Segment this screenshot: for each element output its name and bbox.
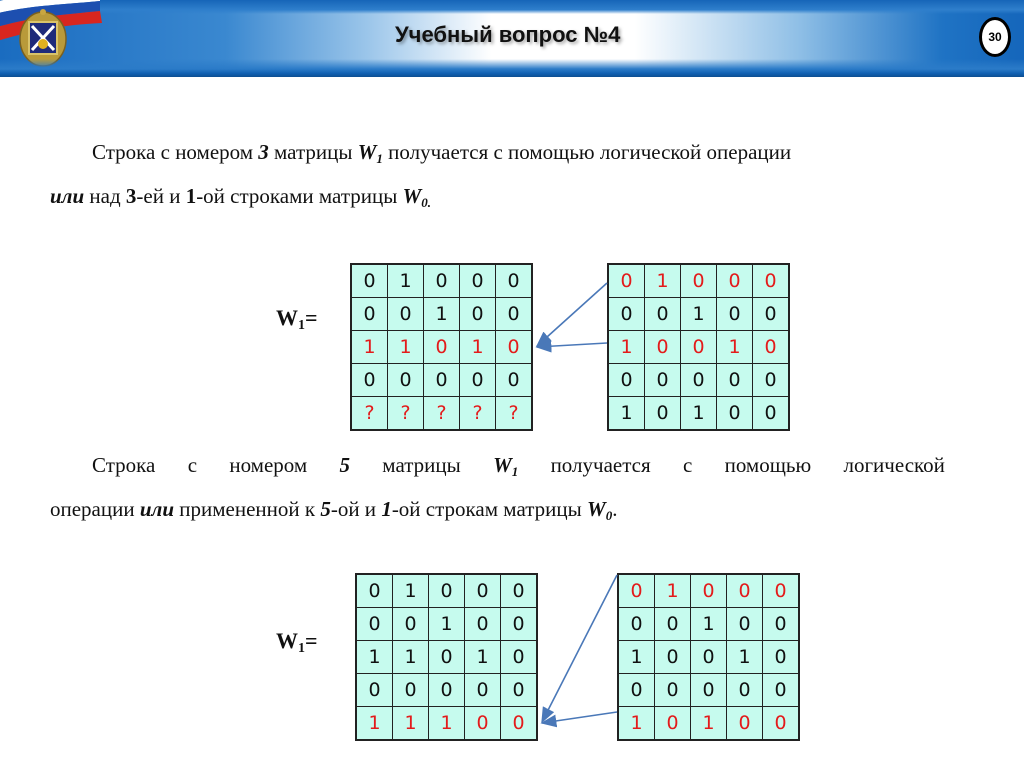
matrix-cell: 0 <box>351 264 388 298</box>
matrix-cell: 0 <box>465 707 501 741</box>
w1-label-2: $W_1=$ <box>276 628 318 656</box>
matrix-cell: 0 <box>763 574 800 608</box>
matrix-cell: 0 <box>645 331 681 364</box>
matrix-row <box>608 364 789 397</box>
matrix-cell: 0 <box>681 331 717 364</box>
matrix-cell: 1 <box>608 397 645 431</box>
slide-title: Учебный вопрос №4 <box>395 22 621 47</box>
matrix-row <box>351 364 532 397</box>
matrix-cell: 0 <box>763 641 800 674</box>
matrix-cell: 0 <box>424 264 460 298</box>
matrix-cell: ? <box>460 397 496 431</box>
matrix-cell: 0 <box>727 608 763 641</box>
matrix-cell: 1 <box>429 608 465 641</box>
matrix-cell: ? <box>388 397 424 431</box>
matrix-cell: 0 <box>501 707 538 741</box>
matrix-cell: 0 <box>424 364 460 397</box>
matrix-cell: 0 <box>501 674 538 707</box>
matrix-cell: ? <box>496 397 533 431</box>
w1-label-1: $W_1=$ <box>276 305 318 333</box>
matrix-cell: 0 <box>501 574 538 608</box>
matrix-cell: 0 <box>356 674 393 707</box>
matrix-cell: 0 <box>351 298 388 331</box>
matrix-cell: 0 <box>691 674 727 707</box>
matrix-row <box>618 674 799 707</box>
matrix-cell: 0 <box>424 331 460 364</box>
matrix-cell: 0 <box>393 674 429 707</box>
matrix-cell: 0 <box>717 298 753 331</box>
matrix-cell: 1 <box>388 264 424 298</box>
matrix-cell: 0 <box>356 574 393 608</box>
matrix-cell: 1 <box>655 574 691 608</box>
matrix-cell: 1 <box>424 298 460 331</box>
matrix-cell: 0 <box>681 264 717 298</box>
matrix-cell: 0 <box>608 264 645 298</box>
arrow-row3-to-row3-top <box>537 343 607 347</box>
matrix-cell: 0 <box>429 574 465 608</box>
matrix-cell: 0 <box>753 397 790 431</box>
matrix-cell: 0 <box>727 674 763 707</box>
matrix-cell: 0 <box>655 707 691 741</box>
matrix-row <box>351 397 532 431</box>
matrix-cell: 0 <box>608 364 645 397</box>
matrix-cell: 0 <box>645 364 681 397</box>
matrix-row <box>351 298 532 331</box>
matrix-cell: 0 <box>717 264 753 298</box>
matrix-row <box>356 707 537 741</box>
matrix-cell: 0 <box>618 674 655 707</box>
matrix-cell: 0 <box>460 264 496 298</box>
matrix-cell: 0 <box>388 364 424 397</box>
matrix-cell: 0 <box>691 574 727 608</box>
matrix-cell: 0 <box>655 674 691 707</box>
matrix-cell: 1 <box>618 707 655 741</box>
paragraph-1 <box>50 130 965 218</box>
matrix-cell: 0 <box>429 641 465 674</box>
matrix-cell: 0 <box>351 364 388 397</box>
arrow-row5-to-row5-bottom <box>542 712 617 723</box>
matrix-cell: 0 <box>717 364 753 397</box>
matrix-cell: 0 <box>753 364 790 397</box>
matrix-cell: 0 <box>501 608 538 641</box>
matrix-cell: 1 <box>727 641 763 674</box>
paragraph-1-line-2: или над 3-ей и 1-ой строками матрицы $W_{0.}$ <box>50 184 432 210</box>
matrix-cell: 0 <box>465 674 501 707</box>
matrix-row <box>356 574 537 608</box>
matrix-cell: 0 <box>763 707 800 741</box>
matrix-cell: 0 <box>496 331 533 364</box>
matrix-cell: 0 <box>618 574 655 608</box>
matrix-cell: 1 <box>429 707 465 741</box>
paragraph-2-line-2: операции или примененной к 5-ой и 1-ой строкам матрицы $W_0$. <box>50 497 618 523</box>
matrix-cell: 0 <box>645 298 681 331</box>
matrix-cell: 0 <box>655 641 691 674</box>
matrix-row <box>356 641 537 674</box>
matrix-cell: 0 <box>496 264 533 298</box>
matrix-cell: 1 <box>691 707 727 741</box>
matrix-cell: 0 <box>763 608 800 641</box>
matrix-cell: 1 <box>388 331 424 364</box>
matrix-w0-top <box>607 263 790 431</box>
matrix-cell: 0 <box>465 574 501 608</box>
matrix-cell: ? <box>351 397 388 431</box>
matrix-cell: 1 <box>393 574 429 608</box>
matrix-row <box>356 674 537 707</box>
matrix-cell: 0 <box>460 364 496 397</box>
matrix-cell: 0 <box>618 608 655 641</box>
matrix-cell: 0 <box>608 298 645 331</box>
matrix-cell: 0 <box>460 298 496 331</box>
matrix-row <box>351 264 532 298</box>
matrix-cell: 1 <box>356 707 393 741</box>
matrix-row <box>618 641 799 674</box>
matrix-cell: 0 <box>356 608 393 641</box>
matrix-row <box>356 608 537 641</box>
matrix-cell: 0 <box>727 574 763 608</box>
matrix-cell: 1 <box>691 608 727 641</box>
matrix-cell: 1 <box>460 331 496 364</box>
matrix-row <box>618 707 799 741</box>
matrix-cell: 0 <box>717 397 753 431</box>
matrix-cell: 0 <box>763 674 800 707</box>
matrix-cell: 1 <box>608 331 645 364</box>
matrix-cell: 1 <box>618 641 655 674</box>
matrix-row <box>608 298 789 331</box>
matrix-cell: 1 <box>645 264 681 298</box>
matrix-w1-top <box>350 263 533 431</box>
matrix-cell: 0 <box>496 364 533 397</box>
matrix-cell: 0 <box>429 674 465 707</box>
matrix-cell: 0 <box>496 298 533 331</box>
matrix-cell: 0 <box>465 608 501 641</box>
matrix-cell: 0 <box>655 608 691 641</box>
matrix-cell: 1 <box>393 641 429 674</box>
matrix-cell: 1 <box>681 397 717 431</box>
matrix-row <box>618 608 799 641</box>
paragraph-1-line-1: Строка с номером 3 матрицы $W_1$ получается с помощью логической операции <box>92 140 792 166</box>
matrix-cell: 1 <box>465 641 501 674</box>
paragraph-2-line-1: Строка с номером 5 матрицы $W_1$ получается с помощью логической <box>92 453 945 479</box>
matrix-cell: 1 <box>717 331 753 364</box>
matrix-cell: 1 <box>681 298 717 331</box>
matrix-cell: 0 <box>753 264 790 298</box>
arrow-row1-to-row3-top <box>537 283 607 346</box>
matrix-row <box>618 574 799 608</box>
matrix-row <box>608 264 789 298</box>
matrix-w0-bottom <box>617 573 800 741</box>
matrix-cell: 0 <box>691 641 727 674</box>
matrix-cell: 0 <box>753 298 790 331</box>
matrix-row <box>608 397 789 431</box>
matrix-cell: ? <box>424 397 460 431</box>
emblem-icon <box>18 6 68 68</box>
matrix-cell: 0 <box>501 641 538 674</box>
matrix-cell: 0 <box>388 298 424 331</box>
matrix-cell: 1 <box>351 331 388 364</box>
header-divider <box>0 74 1024 77</box>
matrix-cell: 1 <box>393 707 429 741</box>
matrix-cell: 0 <box>393 608 429 641</box>
matrix-cell: 0 <box>681 364 717 397</box>
arrow-row1-to-row5-bottom <box>542 575 617 722</box>
matrix-cell: 0 <box>727 707 763 741</box>
matrix-row <box>351 331 532 364</box>
matrix-cell: 0 <box>645 397 681 431</box>
matrix-cell: 0 <box>753 331 790 364</box>
page-number-badge: 30 <box>979 17 1011 57</box>
matrix-row <box>608 331 789 364</box>
matrix-cell: 1 <box>356 641 393 674</box>
paragraph-2 <box>50 443 965 531</box>
matrix-w1-bottom <box>355 573 538 741</box>
